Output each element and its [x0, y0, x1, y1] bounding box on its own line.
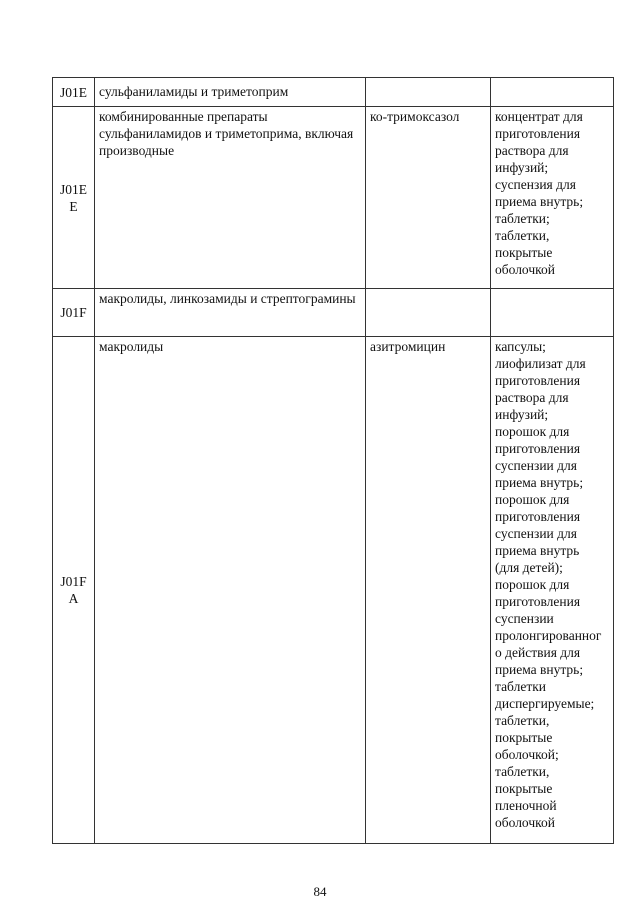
table-row — [53, 337, 614, 844]
dosage-form-line: порошок для — [495, 492, 570, 507]
atc-code: J01F — [60, 574, 87, 589]
dosage-form-line: диспергируемые; — [495, 696, 595, 711]
dosage-form-line: приема внутрь; — [495, 662, 584, 677]
dosage-form-line: пленочной — [495, 798, 557, 813]
dosage-form-line: таблетки; — [495, 211, 550, 226]
dosage-form-line: оболочкой — [495, 262, 555, 277]
drug-name-cell — [366, 78, 491, 107]
dosage-form-line: инфузий; — [495, 160, 549, 175]
drug-classification-table — [52, 77, 614, 844]
atc-code-cell — [53, 289, 95, 337]
dosage-form-line: оболочкой; — [495, 747, 559, 762]
atc-code-cell — [53, 107, 95, 289]
drug-name: азитромицин — [370, 339, 446, 354]
dosage-form-line: приготовления — [495, 126, 581, 141]
dosage-forms-cell — [491, 78, 614, 107]
atc-code: J01E — [60, 181, 87, 197]
dosage-form-line: порошок для — [495, 424, 570, 439]
dosage-form-line: порошок для — [495, 577, 570, 592]
group-name: сульфаниламиды и триметоприм — [99, 84, 289, 99]
dosage-form-line: покрытые — [495, 245, 553, 260]
dosage-form-line: раствора для — [495, 390, 569, 405]
dosage-forms-cell — [491, 337, 614, 844]
dosage-form-line: лиофилизат для — [495, 356, 586, 371]
dosage-form-line: таблетки, — [495, 764, 550, 779]
drug-name-cell — [366, 289, 491, 337]
dosage-form-line: приготовления — [495, 594, 581, 609]
dosage-form-line: инфузий; — [495, 407, 549, 422]
dosage-form-line: капсулы; — [495, 339, 546, 354]
dosage-form-line: таблетки — [495, 679, 547, 694]
table-row — [53, 107, 614, 289]
atc-code-cell — [53, 337, 95, 844]
dosage-form-line: суспензии для — [495, 526, 577, 541]
atc-code: J01F — [60, 305, 87, 320]
dosage-forms-cell — [491, 107, 614, 289]
dosage-form-line: о действия для — [495, 645, 581, 660]
atc-code: A — [68, 591, 79, 606]
dosage-form-line: таблетки, — [495, 713, 550, 728]
dosage-form-line: суспензии для — [495, 458, 577, 473]
dosage-form-line: оболочкой — [495, 815, 555, 830]
drug-name: ко-тримоксазол — [370, 109, 460, 124]
dosage-form-line: покрытые — [495, 781, 553, 796]
dosage-form-line: приема внутрь; — [495, 194, 584, 209]
table-row — [53, 78, 614, 107]
dosage-form-line: приготовления — [495, 373, 581, 388]
dosage-form-line: пролонгированног — [495, 628, 602, 643]
atc-code: E — [69, 198, 78, 214]
table-row — [53, 289, 614, 337]
atc-code-cell — [53, 78, 95, 107]
dosage-form-line: (для детей); — [495, 560, 563, 575]
group-name: комбинированные препараты сульфаниламидов и триметоприма, включая производные — [99, 109, 354, 158]
dosage-form-line: концентрат для — [495, 109, 583, 124]
group-name-cell — [95, 107, 366, 289]
dosage-form-line: раствора для — [495, 143, 569, 158]
group-name: макролиды — [99, 339, 164, 354]
group-name-cell — [95, 78, 366, 107]
atc-code: J01E — [60, 84, 87, 100]
drug-name-cell — [366, 337, 491, 844]
dosage-form-line: приготовления — [495, 441, 581, 456]
dosage-forms-cell — [491, 289, 614, 337]
dosage-form-line: приготовления — [495, 509, 581, 524]
dosage-form-line: суспензия для — [495, 177, 576, 192]
group-name-cell — [95, 289, 366, 337]
group-name: макролиды, линкозамиды и стрептограмины — [99, 291, 356, 306]
dosage-form-line: таблетки, — [495, 228, 550, 243]
drug-name-cell — [366, 107, 491, 289]
dosage-form-line: приема внутрь; — [495, 475, 584, 490]
dosage-form-line: приема внутрь — [495, 543, 580, 558]
dosage-form-line: покрытые — [495, 730, 553, 745]
dosage-form-line: суспензии — [495, 611, 554, 626]
page-number: 84 — [313, 884, 327, 899]
group-name-cell — [95, 337, 366, 844]
